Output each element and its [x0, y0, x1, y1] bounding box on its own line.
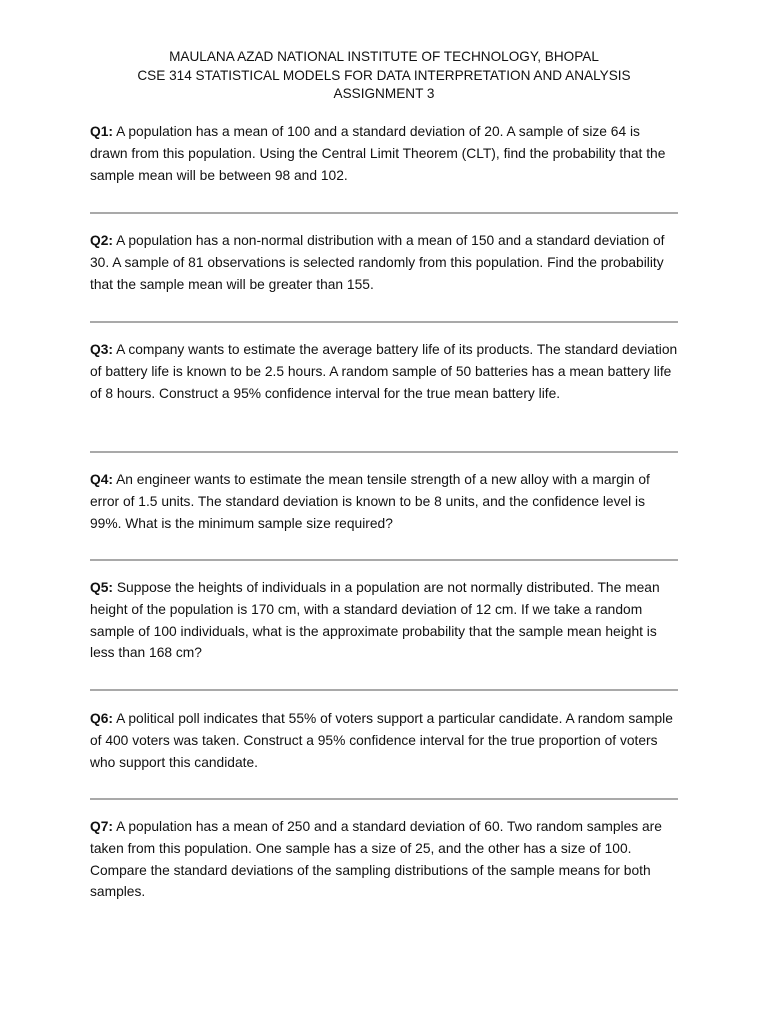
- question-label: Q2:: [90, 233, 113, 248]
- question-label: Q5:: [90, 580, 113, 595]
- divider: [90, 321, 678, 323]
- question-label: Q3:: [90, 342, 113, 357]
- divider: [90, 798, 678, 800]
- question-1: [90, 121, 680, 186]
- question-text: A population has a mean of 100 and a standard deviation of 20. A sample of size 64 is drawn from this population. Using the Central Limit Theorem (CLT), find the probability that the sample mean will be between 98 and 102.: [90, 124, 666, 183]
- question-label: Q1:: [90, 124, 113, 139]
- question-5: [90, 577, 680, 664]
- institute-name: MAULANA AZAD NATIONAL INSTITUTE OF TECHNOLOGY, BHOPAL: [169, 49, 599, 64]
- question-4: [90, 469, 680, 534]
- question-text: A political poll indicates that 55% of voters support a particular candidate. A random sample of 400 voters was taken. Construct a 95% confidence interval for the true proportion of voters who support this candidate.: [90, 711, 673, 770]
- question-label: Q6:: [90, 711, 113, 726]
- course-title: CSE 314 STATISTICAL MODELS FOR DATA INTERPRETATION AND ANALYSIS: [137, 67, 631, 83]
- divider: [90, 451, 678, 453]
- question-2: [90, 230, 680, 295]
- divider: [90, 559, 678, 561]
- question-label: Q7:: [90, 819, 113, 834]
- divider: [90, 212, 678, 214]
- document-header: [0, 48, 768, 104]
- question-text: A company wants to estimate the average battery life of its products. The standard deviation of battery life is known to be 2.5 hours. A random sample of 50 batteries has a mean battery life of 8 hours. Construct a 95% confidence interval for the true mean battery life.: [90, 342, 678, 401]
- question-text: An engineer wants to estimate the mean tensile strength of a new alloy with a margin of error of 1.5 units. The standard deviation is known to be 8 units, and the confidence level is 99%. What is the minimum sample size required?: [90, 472, 650, 531]
- assignment-title: ASSIGNMENT 3: [333, 86, 435, 101]
- question-6: [90, 708, 680, 773]
- question-text: A population has a mean of 250 and a standard deviation of 60. Two random samples are taken from this population. One sample has a size of 25, and the other has a size of 100. Compare the standard deviations of the sampling distributions of the sample means for both samples.: [90, 819, 662, 900]
- question-text: Suppose the heights of individuals in a population are not normally distributed. The mean height of the population is 170 cm, with a standard deviation of 12 cm. If we take a random sample of 100 individuals, what is the approximate probability that the sample mean height is less than 168 cm?: [90, 580, 660, 661]
- question-text: A population has a non-normal distribution with a mean of 150 and a standard deviation of 30. A sample of 81 observations is selected randomly from this population. Find the probability that the sample mean will be greater than 155.: [90, 233, 665, 292]
- question-7: [90, 816, 680, 903]
- divider: [90, 689, 678, 691]
- question-3: [90, 339, 680, 404]
- question-label: Q4:: [90, 472, 113, 487]
